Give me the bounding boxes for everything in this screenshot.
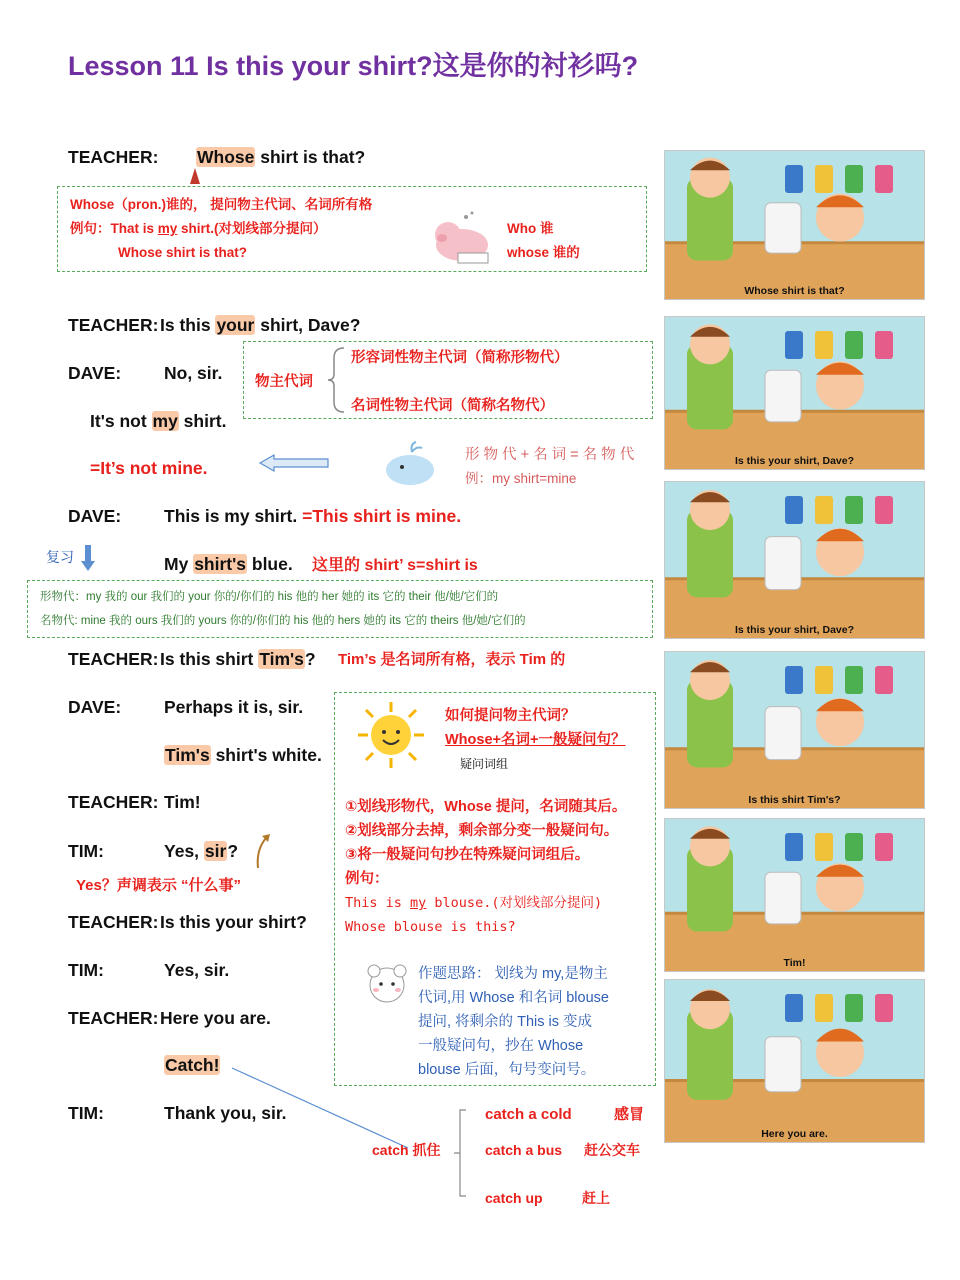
illustration-panel: [664, 316, 925, 470]
dialogue-line: No, sir.: [164, 363, 223, 383]
brace-icon: [326, 346, 346, 414]
panel-caption: Is this your shirt, Dave?: [734, 624, 855, 636]
dialogue-line: Tim's shirt's white.: [165, 745, 322, 765]
illustration-panel: [664, 818, 925, 972]
shirts-note: 这里的 shirt’ s=shirt is: [312, 557, 478, 574]
question-formula: Whose+名词+一般疑问句？: [445, 732, 626, 748]
noun-possessive: 名词性物主代词（简称名物代）: [351, 398, 554, 414]
cartoon-scene-icon: [665, 980, 924, 1142]
cartoon-scene-icon: [665, 819, 924, 971]
speaker-label: TIM:: [68, 841, 104, 861]
panel-caption: Is this your shirt, Dave?: [734, 455, 855, 467]
illustration-panel: [664, 979, 925, 1143]
dialogue-line: Is this your shirt?: [160, 912, 307, 932]
formula-example: 例：my shirt=mine: [465, 471, 577, 486]
left-arrow-icon: [258, 453, 330, 473]
idea-line-1: 作题思路： 划线为 my,是物主: [418, 966, 608, 982]
cartoon-scene-icon: [665, 317, 924, 469]
pig-reading-icon: [428, 207, 498, 269]
dialogue-line: My shirt's blue.: [164, 554, 293, 574]
idea-line-4: 一般疑问句，抄在 Whose: [418, 1038, 584, 1054]
catch-a-cold: catch a cold: [485, 1106, 572, 1123]
catch-up-cn: 赶上: [582, 1190, 610, 1206]
panel-caption: Tim!: [783, 957, 806, 969]
yes-note: Yes？声调表示 “什么事”: [76, 877, 242, 894]
cartoon-scene-icon: [665, 151, 924, 299]
adj-pronoun-list: 形物代：my 我的 our 我们的 your 你的/你们的 his 他的 her 她的 its 它的 their 他/她/它们的: [40, 591, 499, 603]
whose-example: 例句：That is my shirt.(对划线部分提问）: [70, 221, 327, 236]
who-note: Who 谁: [507, 221, 554, 236]
down-arrow-icon: [80, 543, 96, 573]
sun-icon: [352, 700, 430, 770]
speaker-label: TIM:: [68, 1103, 104, 1123]
dialogue-line: Tim!: [164, 792, 201, 812]
whose-example-answer: Whose shirt is that?: [118, 245, 248, 260]
review-label: 复习: [46, 549, 74, 565]
example-label: 例句：: [345, 871, 389, 887]
idea-line-2: 代词,用 Whose 和名词 blouse: [418, 990, 609, 1006]
curved-arrow-icon: [252, 832, 272, 870]
page-title: Lesson 11 Is this your shirt?这是你的衬衫吗?: [68, 51, 639, 81]
speaker-label: TEACHER:: [68, 1008, 159, 1028]
illustration-panel: [664, 150, 925, 300]
step-1: ①划线形物代，Whose 提问，名词随其后。: [345, 799, 627, 815]
question-title: 如何提问物主代词？: [445, 708, 576, 724]
dialogue-line: Thank you, sir.: [164, 1103, 287, 1123]
whose-note: whose 谁的: [507, 245, 580, 260]
speaker-label: TIM:: [68, 960, 104, 980]
idea-line-5: blouse 后面，句号变问号。: [418, 1062, 596, 1078]
panel-caption: Is this shirt Tim's?: [748, 794, 841, 806]
question-group: 疑问词组: [460, 757, 509, 771]
speaker-label: TEACHER:: [68, 147, 159, 167]
dialogue-line: Whose shirt is that?: [197, 147, 366, 167]
whale-icon: [380, 438, 438, 488]
dialogue-line: Yes, sir.: [164, 960, 230, 980]
step-2: ②划线部分去掉，剩余部分变一般疑问句。: [345, 823, 619, 839]
example-answer: Whose blouse is this?: [345, 919, 516, 935]
adj-possessive: 形容词性物主代词（简称形物代）: [351, 350, 569, 366]
catch-up: catch up: [485, 1190, 543, 1206]
speaker-label: TEACHER:: [68, 912, 159, 932]
illustration-panel: [664, 651, 925, 809]
catch-connector: [228, 1062, 478, 1212]
catch-a-bus-cn: 赶公交车: [584, 1142, 640, 1158]
dialogue-line: Is this shirt Tim's?: [160, 649, 316, 669]
panel-caption: Here you are.: [761, 1128, 828, 1140]
speaker-label: TEACHER:: [68, 315, 159, 335]
speaker-label: TEACHER:: [68, 649, 159, 669]
dialogue-line: This is my shirt. =This shirt is mine.: [164, 506, 462, 526]
bear-icon: [362, 958, 412, 1006]
catch-label: catch 抓住: [372, 1142, 441, 1158]
speaker-label: DAVE:: [68, 697, 122, 717]
cartoon-scene-icon: [665, 482, 924, 638]
tims-note: Tim’s 是名词所有格，表示 Tim 的: [338, 651, 566, 668]
illustration-panel: [664, 481, 925, 639]
dialogue-line: Perhaps it is, sir.: [164, 697, 304, 717]
dialogue-line: Yes, sir?: [164, 841, 239, 861]
example-sentence: This is my blouse.(对划线部分提问): [345, 895, 603, 911]
idea-line-3: 提问, 将剩余的 This is 变成: [418, 1014, 593, 1030]
catch-a-cold-cn: 感冒: [614, 1106, 645, 1123]
catch-a-bus: catch a bus: [485, 1142, 563, 1158]
cartoon-scene-icon: [665, 652, 924, 808]
possessive-label: 物主代词: [255, 374, 313, 390]
formula-note: 形 物 代 + 名 词 = 名 物 代: [465, 447, 635, 463]
step-3: ③将一般疑问句抄在特殊疑问词组后。: [345, 847, 590, 863]
dialogue-line: Here you are.: [160, 1008, 271, 1028]
speaker-label: DAVE:: [68, 506, 122, 526]
panel-caption: Whose shirt is that?: [744, 285, 845, 297]
dialogue-line: Is this your shirt, Dave?: [160, 315, 361, 335]
dialogue-line: Catch!: [165, 1055, 220, 1075]
speaker-label: TEACHER:: [68, 792, 159, 812]
up-arrow-icon: [188, 166, 202, 186]
dialogue-line: It's not my shirt.: [90, 411, 227, 431]
whose-definition: Whose（pron.)谁的， 提问物主代词、名词所有格: [70, 197, 373, 212]
speaker-label: DAVE:: [68, 363, 122, 383]
noun-pronoun-list: 名物代: mine 我的 ours 我们的 yours 你的/你们的 his 他的 hers 她的 its 它的 theirs 他/她/它们的: [40, 615, 526, 627]
dialogue-line: =It’s not mine.: [90, 458, 208, 478]
